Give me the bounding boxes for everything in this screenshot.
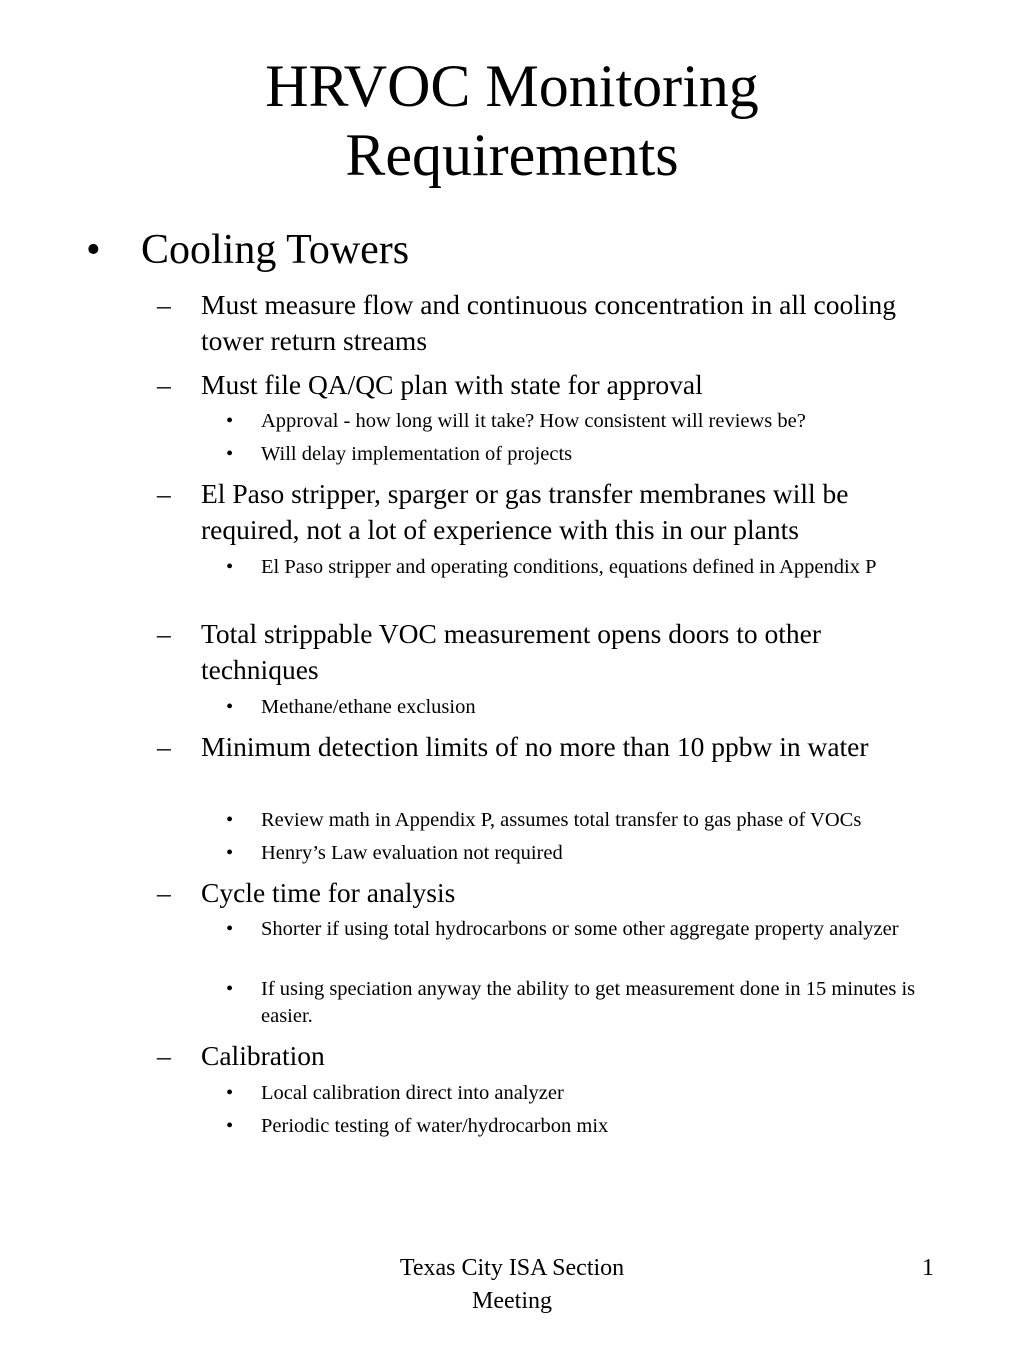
sub-item-label: Total strippable VOC measurement opens doors to other techniques (201, 618, 822, 685)
slide-title-line-1: HRVOC Monitoring (265, 53, 759, 119)
dash-icon: – (157, 877, 171, 908)
sub-item-label: Cycle time for analysis (201, 877, 456, 908)
detail-item-label: Methane/ethane exclusion (261, 696, 476, 718)
detail-item-label: If using speciation anyway the ability to get measurement done in 15 minutes is easier. (261, 978, 916, 1027)
detail-item-label: Henry’s Law evaluation not required (261, 842, 563, 864)
footer-line-2: Meeting (472, 1288, 552, 1314)
dash-icon: – (157, 618, 171, 649)
bullet-icon: • (226, 443, 234, 465)
detail-item-label: Review math in Appendix P, assumes total transfer to gas phase of VOCs (261, 809, 862, 831)
bullet-icon: • (226, 1082, 234, 1104)
footer-line-1: Texas City ISA Section (399, 1255, 625, 1281)
bullet-icon: • (226, 809, 234, 831)
sub-item-label: Must file QA/QC plan with state for approval (201, 369, 703, 400)
sub-item-label: Must measure flow and continuous concentration in all cooling tower return streams (201, 289, 896, 356)
slide-number: 1 (922, 1255, 934, 1281)
dash-icon: – (157, 478, 171, 509)
slide-footer (376, 1252, 648, 1318)
bullet-icon: • (226, 556, 234, 578)
sub-item-label: El Paso stripper, sparger or gas transfer membranes will be required, not a lot of experience with this in our plants (201, 478, 849, 545)
slide-title-line-2: Requirements (345, 122, 679, 188)
detail-item-label: El Paso stripper and operating conditions, equations defined in Appendix P (261, 556, 877, 578)
bullet-icon: • (226, 410, 234, 432)
bullet-icon: • (86, 227, 101, 273)
sub-item-label: Minimum detection limits of no more than 10 ppbw in water (201, 731, 869, 762)
detail-item-label: Approval - how long will it take? How consistent will reviews be? (261, 410, 806, 432)
dash-icon: – (157, 289, 171, 320)
bullet-icon: • (226, 1115, 234, 1137)
bullet-icon: • (226, 978, 234, 1000)
slide-title (0, 52, 1024, 190)
bullet-icon: • (226, 696, 234, 718)
main-bullet-label: Cooling Towers (141, 227, 410, 273)
bullet-icon: • (226, 918, 234, 940)
dash-icon: – (157, 369, 171, 400)
bullet-icon: • (226, 842, 234, 864)
dash-icon: – (157, 731, 171, 762)
sub-item-label: Calibration (201, 1040, 325, 1071)
detail-item-label: Will delay implementation of projects (261, 443, 573, 465)
detail-item-label: Periodic testing of water/hydrocarbon mix (261, 1115, 609, 1137)
detail-item-label: Local calibration direct into analyzer (261, 1082, 564, 1104)
detail-item-label: Shorter if using total hydrocarbons or some other aggregate property analyzer (261, 918, 899, 940)
dash-icon: – (157, 1040, 171, 1071)
